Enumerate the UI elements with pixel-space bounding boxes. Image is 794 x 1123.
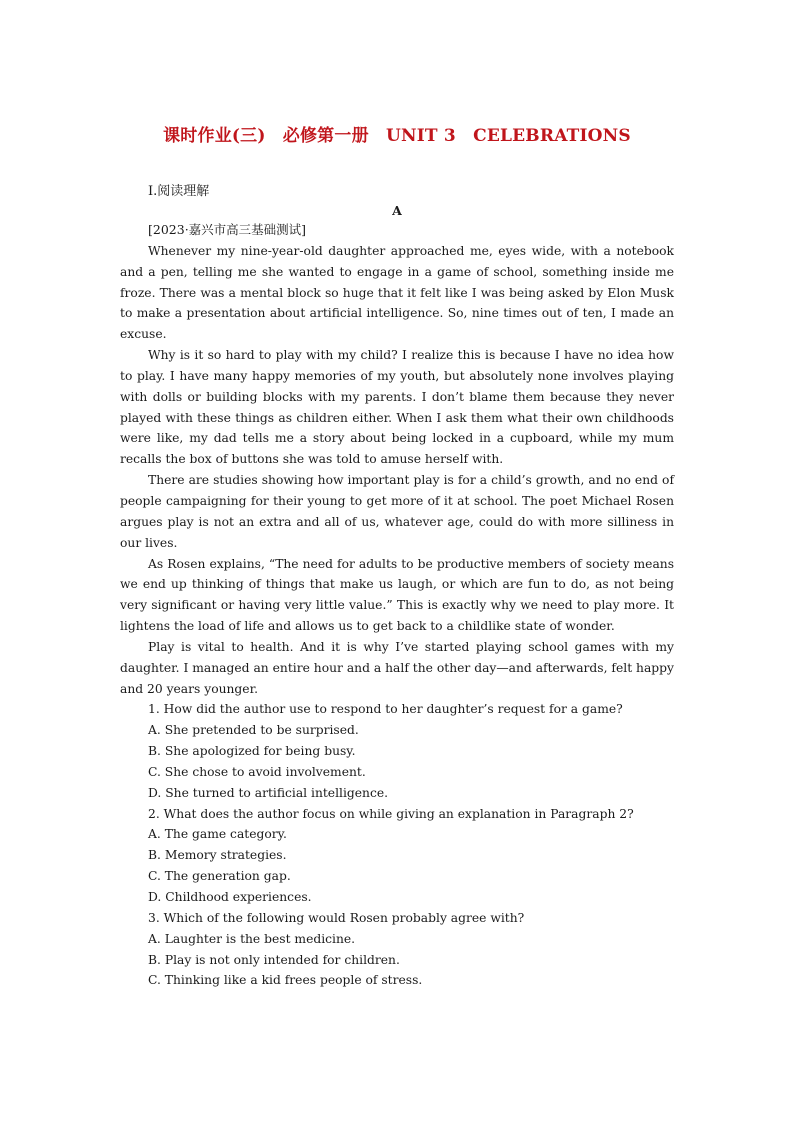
question-1 <box>120 699 674 803</box>
paragraph: Play is vital to health. And it is why I’ve started playing school games with my daughter. I managed an entire hour and a half the other day—and afterwards, felt happy and 20 years younger. <box>120 639 674 696</box>
passage-content <box>120 220 674 991</box>
paragraph: There are studies showing how important play is for a child’s growth, and no end of people campaigning for their young to get more of it at school. The poet Michael Rosen argues play is not an extra and all of us, whatever age, could do with more silliness in our lives. <box>120 473 674 550</box>
answer-option: B. Play is not only intended for children. <box>148 952 400 967</box>
answer-option: C. Thinking like a kid frees people of stress. <box>148 973 423 988</box>
answer-option: D. She turned to artificial intelligence. <box>148 785 389 800</box>
question-stem: 2. What does the author focus on while giving an explanation in Paragraph 2? <box>148 806 634 821</box>
section-heading: Ⅰ.阅读理解 <box>148 184 210 199</box>
page-title: 课时作业(三) 必修第一册 UNIT 3 CELEBRATIONS <box>163 126 631 146</box>
question-3 <box>120 908 674 991</box>
paragraph: Why is it so hard to play with my child? I realize this is because I have no idea how to play. I have many happy memories of my youth, but absolutely none involves playing with dolls or building blocks with my parents. I don’t blame them because they never played with these things as children either. When I ask them what their own childhoods were like, my dad tells me a story about being locked in a cupboard, while my mum recalls the box of buttons she was told to amuse herself with. <box>120 348 674 467</box>
paragraph: As Rosen explains, “The need for adults to be productive members of society means we end up thinking of things that make us laugh, or which are fun to do, as not being very significant or having very little value.” This is exactly why we need to play more. It lightens the load of life and allows us to get back to a childlike state of wonder. <box>120 556 674 634</box>
passage-label: A <box>392 203 402 218</box>
question-2 <box>120 804 674 908</box>
question-stem: 3. Which of the following would Rosen probably agree with? <box>148 910 525 925</box>
question-stem: 1. How did the author use to respond to her daughter’s request for a game? <box>148 702 623 717</box>
source-citation: [2023·嘉兴市高三基础测试] <box>148 222 307 237</box>
answer-option: A. She pretended to be surprised. <box>148 723 359 738</box>
answer-option: D. Childhood experiences. <box>148 890 312 904</box>
answer-option: C. She chose to avoid involvement. <box>148 764 366 779</box>
paragraph: Whenever my nine-year-old daughter approached me, eyes wide, with a notebook and a pen, telling me she wanted to engage in a game of school, something inside me froze. There was a mental block so huge that it felt like I was being asked by Elon Musk to make a presentation about artificial intelligence. So, nine times out of ten, I made an excuse. <box>120 243 674 342</box>
answer-option: A. The game category. <box>148 827 287 842</box>
answer-option: C. The generation gap. <box>148 869 291 884</box>
answer-option: B. Memory strategies. <box>148 848 287 863</box>
answer-option: B. She apologized for being busy. <box>148 744 356 759</box>
answer-option: A. Laughter is the best medicine. <box>148 931 356 946</box>
